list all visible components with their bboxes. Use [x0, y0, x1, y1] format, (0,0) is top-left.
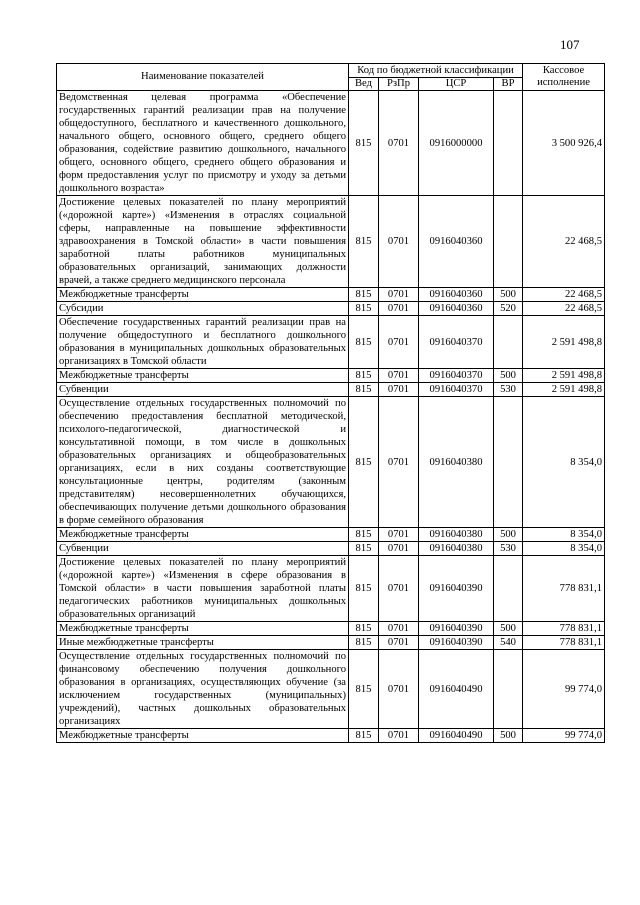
cell-ved: 815	[349, 636, 379, 650]
cell-ved: 815	[349, 316, 379, 369]
cell-csr: 0916040370	[419, 316, 494, 369]
header-ved: Вед	[349, 78, 379, 91]
table-row	[57, 302, 605, 316]
cell-amount: 778 831,1	[523, 556, 605, 622]
table-row	[57, 383, 605, 397]
cell-rzpr: 0701	[379, 650, 419, 729]
table-row	[57, 650, 605, 729]
cell-rzpr: 0701	[379, 288, 419, 302]
cell-name: Межбюджетные трансферты	[57, 369, 349, 383]
cell-vr: 520	[494, 302, 523, 316]
cell-ved: 815	[349, 302, 379, 316]
cell-ved: 815	[349, 650, 379, 729]
cell-vr: 500	[494, 622, 523, 636]
cell-vr: 540	[494, 636, 523, 650]
table-row	[57, 542, 605, 556]
cell-name: Ведомственная целевая программа «Обеспечение государственных гарантий реализации прав на получение общедоступного, бесплатного и качественного дошкольного, начального общего, основного общего, среднего общего образования, содействие развитию дошкольного, начального общего, основного общего, среднего общего образования и форм предоставления услуг по присмотру и уходу за детьми дошкольного возраста»	[57, 91, 349, 196]
cell-ved: 815	[349, 383, 379, 397]
cell-amount: 22 468,5	[523, 302, 605, 316]
cell-amount: 2 591 498,8	[523, 369, 605, 383]
cell-csr: 0916040390	[419, 622, 494, 636]
cell-vr	[494, 650, 523, 729]
table-row	[57, 397, 605, 528]
cell-rzpr: 0701	[379, 196, 419, 288]
cell-name: Межбюджетные трансферты	[57, 729, 349, 743]
cell-vr: 530	[494, 383, 523, 397]
cell-amount: 2 591 498,8	[523, 316, 605, 369]
cell-ved: 815	[349, 369, 379, 383]
cell-csr: 0916040360	[419, 288, 494, 302]
cell-vr	[494, 316, 523, 369]
page-number: 107	[560, 37, 580, 52]
header-csr: ЦСР	[419, 78, 494, 91]
cell-vr: 500	[494, 528, 523, 542]
table-body	[57, 91, 605, 743]
cell-rzpr: 0701	[379, 91, 419, 196]
cell-rzpr: 0701	[379, 528, 419, 542]
cell-csr: 0916040370	[419, 369, 494, 383]
cell-csr: 0916040390	[419, 556, 494, 622]
cell-amount: 22 468,5	[523, 196, 605, 288]
cell-name: Осуществление отдельных государственных полномочий по обеспечению предоставления бесплатной методической, психолого-педагогической, диагностической и консультативной помощи, в том числе в дошкольных образовательных организациях и общеобразовательных организациях, если в них созданы соответствующие консультационные центры, родителям (законным представителям) несовершеннолетних обучающихся, обеспечивающих получение детьми дошкольного образования в форме семейного образования	[57, 397, 349, 528]
cell-name: Субвенции	[57, 542, 349, 556]
cell-amount: 22 468,5	[523, 288, 605, 302]
cell-rzpr: 0701	[379, 316, 419, 369]
table-row	[57, 556, 605, 622]
cell-name: Осуществление отдельных государственных полномочий по финансовому обеспечению получения дошкольного образования в организациях, осуществляющих обучение (за исключением государственных (муниципальных) учреждений), частных дошкольных образовательных организациях	[57, 650, 349, 729]
table-row	[57, 729, 605, 743]
table-row	[57, 288, 605, 302]
table-row	[57, 196, 605, 288]
table-row	[57, 528, 605, 542]
cell-vr: 500	[494, 369, 523, 383]
table-row	[57, 636, 605, 650]
table-row	[57, 316, 605, 369]
cell-rzpr: 0701	[379, 729, 419, 743]
header-classification: Код по бюджетной классификации	[349, 64, 523, 78]
cell-amount: 8 354,0	[523, 542, 605, 556]
cell-vr: 500	[494, 729, 523, 743]
cell-ved: 815	[349, 622, 379, 636]
cell-amount: 8 354,0	[523, 397, 605, 528]
cell-rzpr: 0701	[379, 556, 419, 622]
header-rzpr: РзПр	[379, 78, 419, 91]
table-row	[57, 91, 605, 196]
cell-vr	[494, 397, 523, 528]
cell-csr: 0916040370	[419, 383, 494, 397]
cell-ved: 815	[349, 556, 379, 622]
cell-csr: 0916040360	[419, 302, 494, 316]
cell-vr	[494, 91, 523, 196]
cell-ved: 815	[349, 196, 379, 288]
cell-amount: 778 831,1	[523, 636, 605, 650]
cell-amount: 99 774,0	[523, 650, 605, 729]
cell-ved: 815	[349, 288, 379, 302]
header-vr: ВР	[494, 78, 523, 91]
cell-amount: 8 354,0	[523, 528, 605, 542]
cell-csr: 0916040380	[419, 542, 494, 556]
cell-rzpr: 0701	[379, 397, 419, 528]
budget-table	[56, 63, 605, 743]
cell-amount: 778 831,1	[523, 622, 605, 636]
cell-ved: 815	[349, 542, 379, 556]
cell-ved: 815	[349, 729, 379, 743]
cell-csr: 0916040490	[419, 650, 494, 729]
cell-ved: 815	[349, 397, 379, 528]
cell-rzpr: 0701	[379, 636, 419, 650]
cell-name: Иные межбюджетные трансферты	[57, 636, 349, 650]
table-row	[57, 622, 605, 636]
cell-rzpr: 0701	[379, 302, 419, 316]
cell-csr: 0916040390	[419, 636, 494, 650]
cell-ved: 815	[349, 528, 379, 542]
cell-csr: 0916040380	[419, 528, 494, 542]
cell-name: Обеспечение государственных гарантий реализации прав на получение общедоступного и бесплатного дошкольного образования в муниципальных дошкольных образовательных организациях в Томской области	[57, 316, 349, 369]
cell-name: Достижение целевых показателей по плану мероприятий («дорожной карте») «Изменения в сфере образования в Томской области» в части повышения заработной платы педагогических работников муниципальных дошкольных образовательных организаций	[57, 556, 349, 622]
cell-amount: 99 774,0	[523, 729, 605, 743]
cell-rzpr: 0701	[379, 369, 419, 383]
cell-csr: 0916040360	[419, 196, 494, 288]
cell-ved: 815	[349, 91, 379, 196]
cell-name: Межбюджетные трансферты	[57, 528, 349, 542]
cell-amount: 3 500 926,4	[523, 91, 605, 196]
table-row	[57, 369, 605, 383]
cell-vr	[494, 556, 523, 622]
cell-name: Субсидии	[57, 302, 349, 316]
cell-name: Достижение целевых показателей по плану мероприятий («дорожной карте») «Изменения в отраслях социальной сферы, направленные на повышение эффективности здравоохранения в Томской области» в части повышения заработной платы работников муниципальных образовательных организаций, занимающих должности врачей, а также среднего медицинского персонала	[57, 196, 349, 288]
header-amount: Кассовое исполнение	[523, 64, 605, 91]
cell-name: Межбюджетные трансферты	[57, 288, 349, 302]
cell-vr	[494, 196, 523, 288]
cell-rzpr: 0701	[379, 542, 419, 556]
cell-rzpr: 0701	[379, 622, 419, 636]
cell-vr: 500	[494, 288, 523, 302]
cell-name: Субвенции	[57, 383, 349, 397]
cell-csr: 0916040380	[419, 397, 494, 528]
cell-csr: 0916040490	[419, 729, 494, 743]
header-name: Наименование показателей	[57, 64, 349, 91]
cell-vr: 530	[494, 542, 523, 556]
cell-amount: 2 591 498,8	[523, 383, 605, 397]
cell-name: Межбюджетные трансферты	[57, 622, 349, 636]
cell-csr: 0916000000	[419, 91, 494, 196]
cell-rzpr: 0701	[379, 383, 419, 397]
